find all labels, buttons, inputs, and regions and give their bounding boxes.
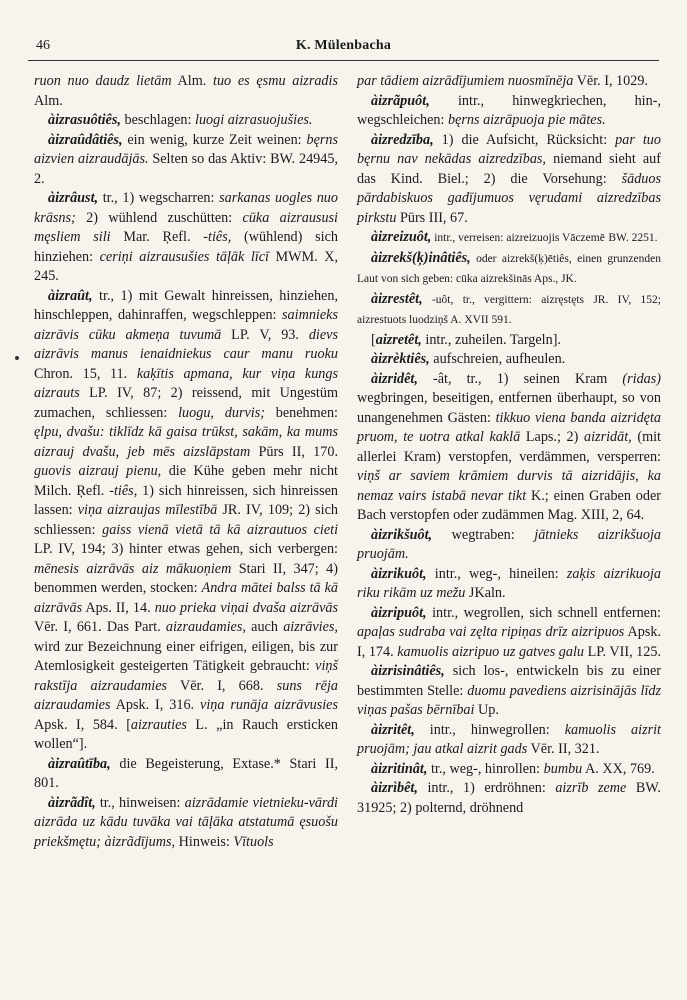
definition-text: benehmen:	[264, 404, 339, 421]
header-rule	[28, 60, 659, 61]
headword: àizrèktiês,	[371, 351, 430, 367]
right-entry	[357, 249, 661, 290]
headword: àizripuôt,	[371, 604, 427, 621]
example-text: viņš ar saviem krāmiem durvis tā aizridājis, ka nemaz vairs istabā nevar tikt	[357, 468, 661, 504]
left-entry	[34, 72, 338, 111]
right-entry	[357, 131, 661, 229]
definition-text: tr., 1) wegscharren:	[98, 190, 220, 206]
small-text: oder aizrekš(ķ)ētiês, einen grunzenden Laut von sich geben: cūka aizrekšinās Aps., JK.	[357, 252, 661, 285]
definition-text: tr., hinweisen:	[95, 794, 185, 811]
headword: àizraût,	[48, 287, 93, 304]
definition-text: intr., zuheilen. Targeln].	[421, 331, 561, 348]
definition-text: aufschreien, aufheulen.	[429, 351, 566, 367]
definition-text: Aps. II, 14.	[82, 599, 155, 616]
example-text: bęrns aizrāpuoja pie mātes.	[448, 112, 606, 128]
example-text: viņa runāja aizrāvusies	[200, 697, 338, 713]
right-entry	[357, 290, 661, 331]
definition-text: wird zur Bezeichnung einer eifrigen, eiligen, bis zur Atemlosigkeit gesteigerten Tätigkeit gebraucht:	[34, 638, 338, 674]
right-column	[357, 72, 661, 818]
headword: àizrìbêt,	[371, 780, 418, 796]
definition-text: 1) die Aufsicht, Rücksicht:	[433, 131, 616, 148]
right-entry	[357, 350, 661, 370]
headword: àizrãdît,	[48, 794, 96, 811]
example-text: par tādiem aizrādījumiem nuosmīnēja	[357, 73, 574, 89]
definition-text: K.; einen Graben oder Bach verstopfen oder zudämmen Mag. XIII, 2, 64.	[357, 487, 661, 523]
right-entry	[357, 760, 661, 780]
example-text: suns rēja aizraudamies	[34, 677, 338, 713]
definition-text: die Begeisterung, Extase.* Stari II, 801.	[34, 755, 338, 791]
example-text: tuo es ęsmu aizradis	[213, 73, 338, 89]
definition-text: LP. IV, 87; 2) reissend, mit Ungestüm zumachen, schliessen:	[34, 385, 338, 421]
definition-text: tr., 1) mit Gewalt hinreissen, hinziehen, hinschleppen, dahinraffen, wegschleppen:	[34, 287, 338, 323]
definition-text: Up.	[474, 702, 499, 718]
definition-text: Vēr. II, 321.	[527, 741, 600, 757]
right-entry	[357, 721, 661, 760]
left-entry	[34, 189, 338, 287]
right-entry	[357, 370, 661, 526]
headword: àizrikuôt,	[371, 565, 427, 582]
headword: àizridêt,	[371, 370, 418, 387]
definition-text: Alm.	[34, 92, 63, 109]
definition-text: BW. 31925; 2) polternd, dröhnend	[357, 780, 661, 816]
definition-text: Apsk. I, 584. [	[34, 716, 131, 733]
definition-text: Alm.	[171, 73, 214, 89]
definition-text: 2) wühlend zuschütten:	[75, 209, 243, 226]
right-entry	[357, 72, 661, 92]
example-text: bęrns aizvien aizraudājās.	[34, 131, 338, 167]
definition-text: (mit allerlei Kram) verstopfen, verdämmen, versperren:	[357, 429, 661, 465]
definition-text: wegtraben:	[432, 526, 535, 543]
example-text: -tiês,	[203, 229, 232, 245]
example-text: bumbu	[543, 760, 583, 777]
example-text: aizrādamie vietnieku-vārdi aizrāda uz kādu tuvāka vai tāļāka atstatumā ęsuošu priekšmętu;	[34, 794, 338, 850]
definition-text: [	[371, 331, 376, 348]
headword: àizraûdâtiês,	[48, 131, 123, 148]
left-entry	[34, 131, 338, 190]
example-text: aizrāvies,	[283, 619, 338, 635]
example-text: apaļas sudraba vai zęlta ripiņas drīz aizripuos	[357, 624, 625, 640]
right-entry	[357, 331, 661, 351]
right-entry	[357, 526, 661, 565]
headword: àizritinât,	[371, 760, 428, 777]
example-text: mēnesis aizrāvās aiz mākuoņiem	[34, 560, 232, 577]
definition-text: JR. IV, 109; 2) sich schliessen:	[34, 502, 338, 538]
definition-text: A. XX, 769.	[582, 760, 655, 777]
example-text: sarkanas uogles nuo krāsns;	[34, 190, 338, 226]
definition-text: (wühlend) sich hinziehen:	[34, 229, 338, 265]
left-entry	[34, 794, 338, 853]
headword: àizrãpuôt,	[371, 92, 430, 109]
left-entry	[34, 111, 338, 131]
margin-dot	[15, 356, 19, 360]
definition-text: sich los-, entwickeln bis zu einer bestimmten Stelle:	[357, 663, 661, 699]
definition-text: MWM. X, 245.	[34, 248, 338, 284]
headword: àizritêt,	[371, 721, 415, 738]
example-text: Vītuols	[233, 833, 274, 850]
example-text: cūka aizraususi męsliem sili	[34, 209, 338, 245]
example-text: ruon nuo daudz lietām	[34, 73, 172, 89]
example-text: zaķis aizrikuoja riku rikām uz mežu	[357, 565, 662, 601]
example-text: par tuo bęrnu nav nekādas aizredzības,	[357, 131, 661, 167]
definition-text: Selten so das Aktiv: BW. 24945, 2.	[34, 151, 339, 187]
definition-text: LP. VII, 125.	[584, 643, 661, 660]
headword: àizredzība,	[371, 131, 434, 148]
definition-text: Hinweis:	[175, 833, 234, 850]
example-text: luogi aizrasuojušies.	[195, 112, 313, 128]
definition-text: Vēr. I, 661. Das Part.	[34, 619, 166, 635]
definition-text: Laps.; 2)	[520, 429, 585, 445]
definition-text: -ât, tr., 1) seinen Kram	[417, 370, 623, 387]
headword: àizrasuôtiês,	[48, 112, 121, 128]
definition-text: Apsk. I, 174.	[357, 624, 662, 660]
definition-text: niemand sieht auf das Kind. Biel.; 2) die Vorsehung:	[357, 151, 661, 187]
small-text: -uôt, tr., vergittern: aizręstęts JR. IV, 152; aizrestuots luodziņš A. XVII 591.	[357, 293, 661, 326]
definition-text: Vēr. I, 668.	[167, 677, 277, 694]
example-text: tikkuo viena banda aizridęta pruom, te uotra atkal kaklā	[357, 409, 661, 445]
headword: àizrekš(ķ)inâtiês,	[371, 249, 471, 266]
example-text: kamuolis aizrit pruojām; jau atkal aizrit gads	[357, 721, 661, 757]
example-text: viņš rakstīja aizraudamies	[34, 658, 338, 694]
example-text: guovis aizrauj pienu,	[34, 463, 162, 479]
example-text: -tiês,	[109, 482, 138, 499]
definition-text: wegbringen, beseitigen, entfernen überhaupt, so von unangenehmen Gästen:	[357, 390, 661, 426]
left-entry	[34, 287, 338, 755]
definition-text: intr., 1) erdröhnen:	[417, 780, 556, 796]
example-text: Andra mātei balss tā kā aizrāvās	[34, 580, 338, 616]
definition-text: Stari II, 347; 4) benommen werden, stocken:	[34, 560, 338, 596]
example-text: kaķītis apmana, kur viņa kungs aizrauts	[34, 365, 339, 401]
right-entry	[357, 604, 661, 663]
example-text: saimnieks aizrāvis cūku akmeņa tuvumā	[34, 307, 338, 343]
definition-text: ein wenig, kurze Zeit weinen:	[122, 131, 307, 148]
definition-text: 1) sich hinreissen, sich hinreissen lassen:	[34, 482, 338, 518]
page-number: 46	[36, 38, 50, 53]
example-text: ceriņi aizrausušies tāļāk līcī	[99, 248, 269, 265]
left-entry	[34, 755, 338, 794]
definition-text: Mar. Ŗefl.	[110, 229, 204, 245]
example-text: nuo prieka viņai dvaša aizrāvās	[154, 599, 338, 616]
example-text: jātnieks aizrikšuoja pruojām.	[357, 526, 661, 562]
example-text: šāduos pārdabiskuos gadījumuos vęrudami aizredzības pirkstu	[357, 170, 661, 226]
example-text: kamuolis aizripuo uz gatves galu	[397, 643, 585, 660]
small-text: intr., verreisen: aizreizuojis Vāczemē	[431, 232, 605, 244]
definition-text: Pūrs III, 67.	[396, 209, 468, 226]
example-text: duomu pavediens aizrisinājās līdz viņas pašas bērnībai	[357, 682, 662, 718]
definition-text: intr., hinwegkriechen, hin-, wegschleichen:	[357, 92, 661, 128]
example-text: aizridāt,	[584, 429, 632, 445]
right-entry	[357, 662, 661, 721]
headword: àizrisinâtiês,	[371, 663, 445, 679]
headword: àizraûtība,	[48, 755, 111, 772]
example-text: viņa aizraujas mīlestībā	[77, 502, 218, 518]
definition-text: Apsk. I, 316.	[110, 697, 201, 713]
example-text: ęlpu, dvašu: tiklīdz kā gaisa trūkst, sakām, ka mums aizrauj dvašu, jeb mēs aizslāpstam	[34, 424, 338, 460]
definition-text: Pūrs II, 170.	[250, 443, 338, 460]
example-text: gaiss vienā vietā tā kā aizrautuos cieti	[102, 521, 339, 538]
headword: àizrikšuôt,	[371, 526, 433, 543]
definition-text: LP. IV, 194; 3) hinter etwas gehen, sich verbergen:	[34, 541, 338, 557]
example-text: aizrauties	[130, 716, 187, 733]
definition-text: intr., weg-, hineilen:	[426, 565, 567, 582]
definition-text: beschlagen:	[120, 112, 195, 128]
example-text: (ridas)	[622, 370, 661, 387]
headword: aizretêt,	[375, 331, 422, 348]
definition-text: intr., wegrollen, sich schnell entfernen:	[426, 604, 661, 621]
headword: àizrestêt,	[371, 290, 423, 307]
definition-text: intr., hinwegrollen:	[414, 721, 565, 738]
example-text: aizrīb zeme	[555, 780, 627, 796]
definition-text: JKaln.	[465, 585, 506, 601]
definition-text: tr., weg-, hinrollen:	[427, 760, 544, 777]
left-column	[34, 72, 338, 852]
definition-text: L. „in Rauch ersticken wollen“].	[34, 716, 339, 752]
definition-text: Chron. 15, 11.	[34, 365, 137, 382]
example-text: dievs aizrāvis manus ienaidniekus caur manu ruoku	[34, 326, 338, 362]
example-text: àizrãdījums,	[104, 833, 176, 850]
small-text: BW. 2251.	[608, 232, 658, 244]
right-entry	[357, 565, 661, 604]
definition-text: Vēr. I, 1029.	[573, 73, 648, 89]
example-text: luogu, durvis;	[178, 404, 265, 421]
right-entry	[357, 92, 661, 131]
definition-text: LP. V, 93.	[221, 326, 309, 343]
definition-text: die Kühe geben mehr nicht Milch. Ŗefl.	[34, 463, 338, 499]
running-title: K. Mülenbacha	[295, 38, 392, 53]
page-header	[28, 38, 659, 60]
example-text: aizraudamies,	[165, 619, 246, 635]
right-entry	[357, 779, 661, 818]
headword: àizrâust,	[48, 190, 99, 206]
headword: àizreizuôt,	[371, 229, 432, 245]
right-entry	[357, 228, 661, 249]
definition-text: auch	[245, 619, 284, 635]
